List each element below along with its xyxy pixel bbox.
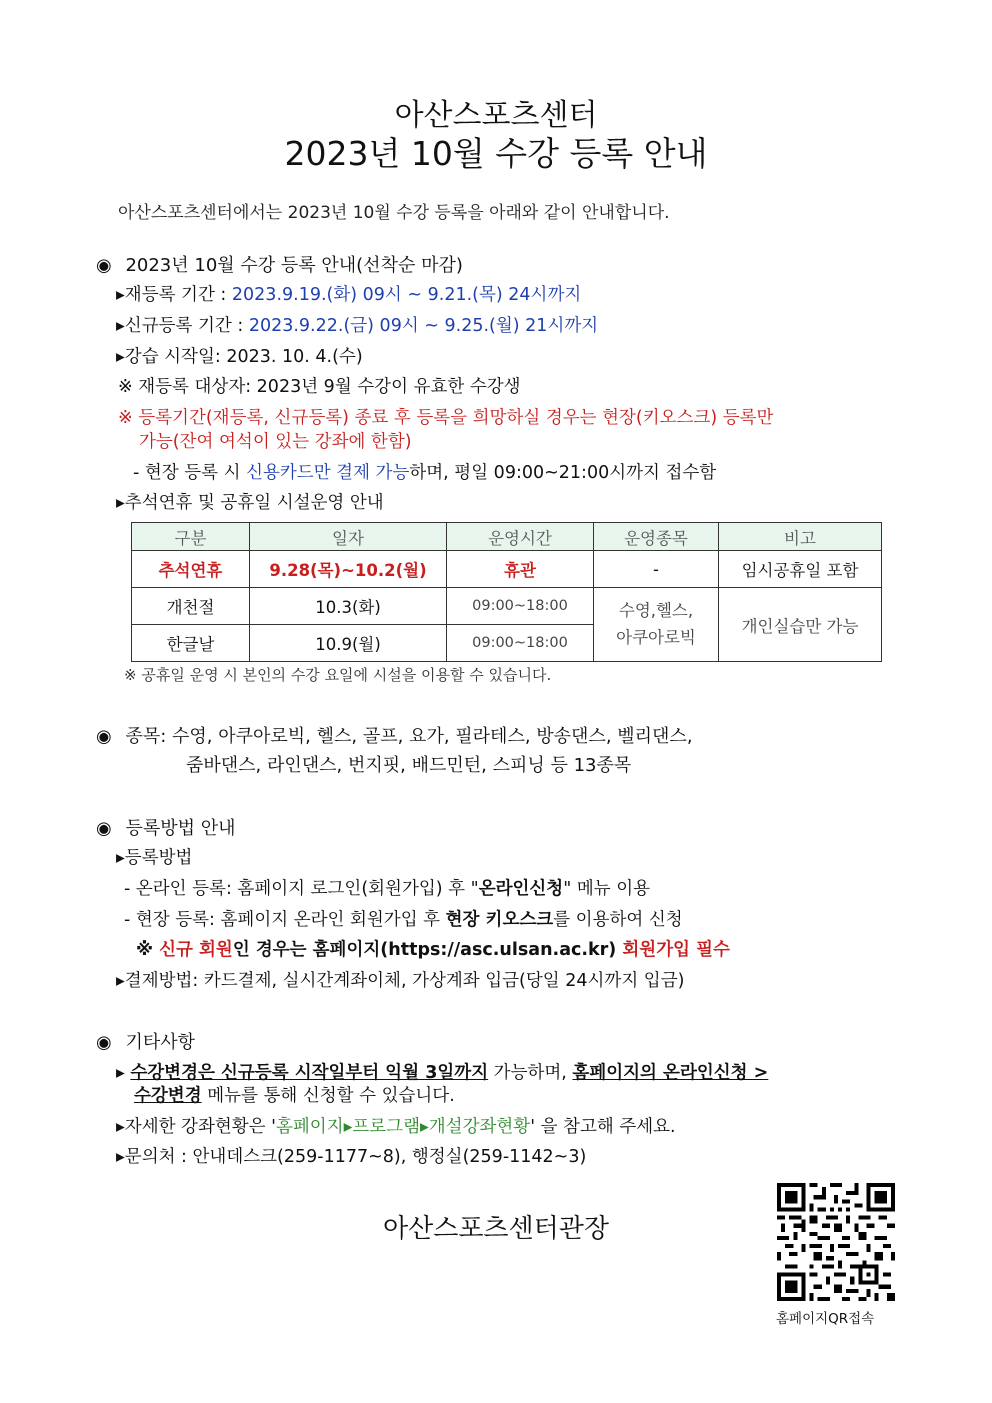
detail-a: ▸자세한 강좌현황은 ' bbox=[116, 1117, 276, 1137]
table-cell: 개천절 bbox=[132, 588, 250, 625]
table-cell: 09:00~18:00 bbox=[447, 588, 594, 625]
period-note-line2: 가능(잔여 여석이 있는 강좌에 한함) bbox=[139, 432, 412, 452]
detail-path: 홈페이지▸프로그램▸개설강좌현황 bbox=[275, 1117, 531, 1137]
change-c: 가능하며, bbox=[488, 1063, 573, 1083]
page-title: 아산스포츠센터 bbox=[394, 98, 598, 133]
table-cell: 9.28(목)~10.2(월) bbox=[250, 551, 447, 588]
start-date: ▸강습 시작일: 2023. 10. 4.(수) bbox=[116, 347, 363, 367]
table-header-cell: 운영종목 bbox=[594, 523, 719, 551]
change-period: 수강변경은 신규등록 시작일부터 익월 3일까지 bbox=[130, 1063, 489, 1083]
table-cell: 추석연휴 bbox=[132, 551, 250, 588]
section-bullet-icon: ◉ bbox=[96, 726, 112, 747]
rereg-label: ▸재등록 기간 : bbox=[116, 285, 232, 305]
onsite-note-a: - 현장 등록 시 bbox=[133, 463, 247, 483]
table-note: ※ 공휴일 운영 시 본인의 수강 요일에 시설을 이용할 수 있습니다. bbox=[124, 666, 552, 684]
new-member-note bbox=[136, 936, 730, 961]
table-cell: 휴관 bbox=[447, 551, 594, 588]
rereg-value: 2023.9.19.(화) 09시 ~ 9.21.(목) 24시까지 bbox=[231, 285, 582, 305]
table-cell: 한글날 bbox=[132, 625, 250, 662]
table-cell: 10.9(월) bbox=[250, 625, 447, 662]
newreg-period bbox=[116, 312, 598, 337]
holiday-heading: ▸추석연휴 및 공휴일 시설운영 안내 bbox=[116, 493, 384, 513]
online-a: - 온라인 등록: 홈페이지 로그인(회원가입) 후 " bbox=[124, 879, 479, 899]
detail-c: ' 을 참고해 주세요. bbox=[530, 1117, 676, 1137]
section-bullet-icon: ◉ bbox=[96, 1032, 112, 1053]
qr-code-icon[interactable] bbox=[777, 1183, 895, 1301]
table-header-cell: 비고 bbox=[719, 523, 882, 551]
online-registration bbox=[124, 875, 650, 900]
rereg-note: ※ 재등록 대상자: 2023년 9월 수강이 유효한 수강생 bbox=[118, 377, 521, 397]
new-c: 인 경우는 홈페이지(https://asc.ulsan.ac.kr) bbox=[232, 940, 623, 960]
section1-heading bbox=[96, 251, 463, 277]
newreg-value: 2023.9.22.(금) 09시 ~ 9.25.(월) 21시까지 bbox=[248, 316, 599, 336]
onsite-note bbox=[133, 459, 716, 484]
payment-method: ▸결제방법: 카드결제, 실시간계좌이체, 가상계좌 입금(당일 24시까지 입금) bbox=[116, 971, 685, 991]
qr-label: 홈페이지QR접속 bbox=[776, 1311, 875, 1327]
change-menu-2: 수강변경 bbox=[134, 1086, 202, 1106]
section4-heading-text: 기타사항 bbox=[125, 1032, 196, 1053]
sports-list-line1: 종목: 수영, 아쿠아로빅, 헬스, 골프, 요가, 필라테스, 방송댄스, 벨리댄스, bbox=[125, 726, 693, 747]
contact-info: ▸문의처 : 안내데스크(259-1177~8), 행정실(259-1142~3) bbox=[116, 1147, 587, 1167]
change-f: 메뉴를 통해 신청할 수 있습니다. bbox=[201, 1086, 455, 1106]
table-header-row bbox=[132, 523, 882, 551]
onsite-note-card: 신용카드만 결제 가능 bbox=[246, 463, 410, 483]
onsite-c: 를 이용하여 신청 bbox=[553, 910, 683, 930]
table-cell: 10.3(화) bbox=[250, 588, 447, 625]
table-header-cell: 운영시간 bbox=[447, 523, 594, 551]
section1-heading-text: 2023년 10월 수강 등록 안내(선착순 마감) bbox=[125, 255, 463, 276]
course-detail bbox=[116, 1113, 676, 1138]
course-change-line1 bbox=[116, 1059, 768, 1084]
online-menu: 온라인신청 bbox=[478, 879, 564, 899]
sports-list-line2: 줌바댄스, 라인댄스, 번지핏, 배드민턴, 스피닝 등 13종목 bbox=[186, 755, 632, 776]
merged-sport-line1: 수영,헬스, bbox=[618, 601, 694, 621]
intro-text: 아산스포츠센터에서는 2023년 10월 수강 등록을 아래와 같이 안내합니다. bbox=[118, 203, 670, 223]
section-bullet-icon: ◉ bbox=[96, 255, 112, 276]
table-cell: 임시공휴일 포함 bbox=[719, 551, 882, 588]
signature: 아산스포츠센터관장 bbox=[382, 1214, 610, 1244]
table-cell: 09:00~18:00 bbox=[447, 625, 594, 662]
table-row bbox=[132, 588, 882, 625]
table-merged-sport-cell bbox=[594, 588, 719, 662]
section3-heading bbox=[96, 814, 236, 840]
table-merged-note-cell: 개인실습만 가능 bbox=[719, 588, 882, 662]
onsite-a: - 현장 등록: 홈페이지 온라인 회원가입 후 bbox=[124, 910, 446, 930]
table-cell: - bbox=[594, 551, 719, 588]
page-subtitle: 2023년 10월 수강 등록 안내 bbox=[284, 134, 708, 173]
signup-required: 회원가입 필수 bbox=[622, 940, 730, 960]
course-change-line2 bbox=[134, 1082, 455, 1107]
table-header-cell: 일자 bbox=[250, 523, 447, 551]
onsite-note-c: 하며, 평일 09:00~21:00시까지 접수함 bbox=[409, 463, 717, 483]
onsite-registration bbox=[124, 906, 683, 931]
online-c: " 메뉴 이용 bbox=[563, 879, 651, 899]
rereg-period bbox=[116, 281, 581, 306]
newreg-label: ▸신규등록 기간 : bbox=[116, 316, 249, 336]
holiday-schedule-table bbox=[131, 522, 882, 662]
change-a: ▸ bbox=[116, 1063, 131, 1083]
new-a: ※ bbox=[136, 940, 160, 960]
new-member: 신규 회원 bbox=[159, 940, 233, 960]
period-note-line1: ※ 등록기간(재등록, 신규등록) 종료 후 등록을 희망하실 경우는 현장(키오스크) 등록만 bbox=[118, 408, 774, 428]
onsite-kiosk: 현장 키오스크 bbox=[445, 910, 554, 930]
section3-heading-text: 등록방법 안내 bbox=[125, 818, 236, 839]
change-menu: 홈페이지의 온라인신청 > bbox=[572, 1063, 769, 1083]
table-row bbox=[132, 551, 882, 588]
section4-heading bbox=[96, 1028, 195, 1054]
table-header-cell: 구분 bbox=[132, 523, 250, 551]
section2-line1 bbox=[96, 722, 693, 748]
reg-method-sub: ▸등록방법 bbox=[116, 848, 193, 868]
merged-sport-line2: 아쿠아로빅 bbox=[616, 627, 696, 647]
section-bullet-icon: ◉ bbox=[96, 818, 112, 839]
